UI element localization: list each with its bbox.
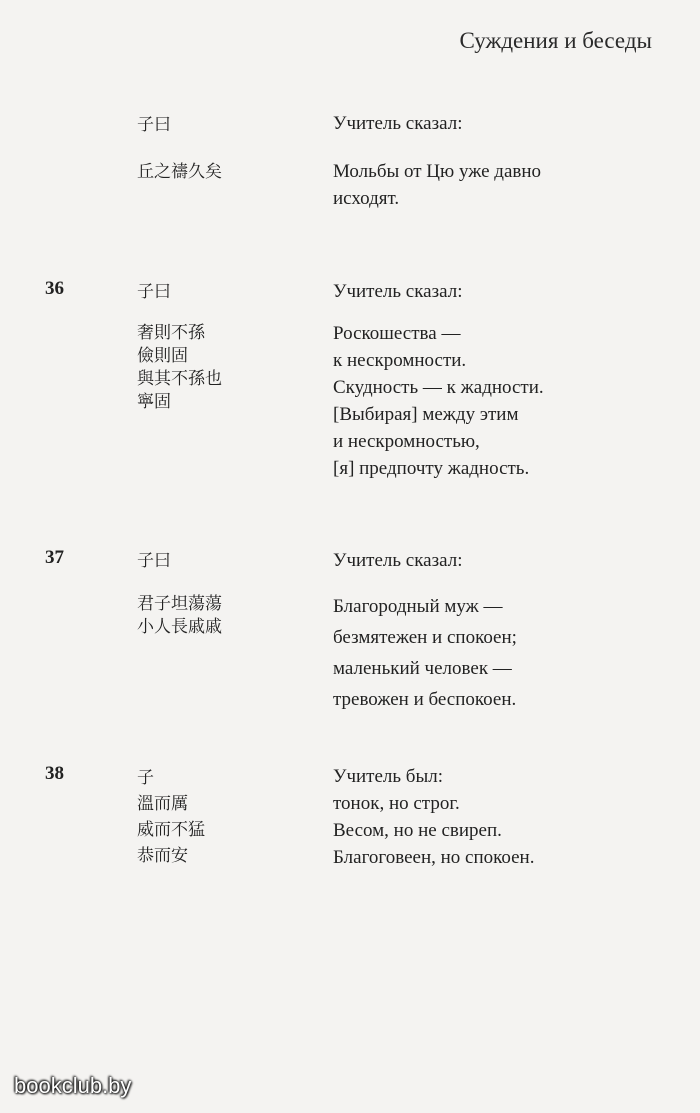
passage-number: 38 bbox=[45, 763, 64, 784]
russian-text: Учитель сказал: bbox=[333, 113, 463, 134]
chinese-text: 奢則不孫 儉則固 與其不孫也 寧固 bbox=[137, 323, 222, 412]
site-watermark: bookclub.by bbox=[14, 1073, 132, 1098]
passage-number: 36 bbox=[45, 278, 64, 299]
chinese-text: 子曰 bbox=[137, 282, 171, 302]
russian-text: Учитель был: тонок, но строг. Весом, но не свиреп. Благоговеен, но спокоен. bbox=[333, 766, 535, 868]
russian-text: Учитель сказал: bbox=[333, 281, 463, 302]
running-header: Суждения и беседы bbox=[459, 28, 652, 53]
russian-text: Благородный муж — безмятежен и спокоен; маленький человек — тревожен и беспокоен. bbox=[333, 596, 517, 710]
russian-text: Учитель сказал: bbox=[333, 550, 463, 571]
chinese-text: 君子坦蕩蕩 小人長戚戚 bbox=[137, 594, 222, 637]
chinese-text: 子曰 bbox=[137, 115, 171, 135]
russian-text: Мольбы от Цю уже давно исходят. bbox=[333, 161, 542, 209]
russian-text: Роскошества — к нескромности. Скудность — к жадности. [Выбирая] между этим и нескромностью, [я] предпочту жадность. bbox=[333, 323, 544, 479]
chinese-text: 子 溫而厲 威而不猛 恭而安 bbox=[137, 768, 205, 866]
chinese-text: 子曰 bbox=[137, 551, 171, 571]
passage-number: 37 bbox=[45, 547, 64, 568]
chinese-text: 丘之禱久矣 bbox=[137, 162, 222, 182]
